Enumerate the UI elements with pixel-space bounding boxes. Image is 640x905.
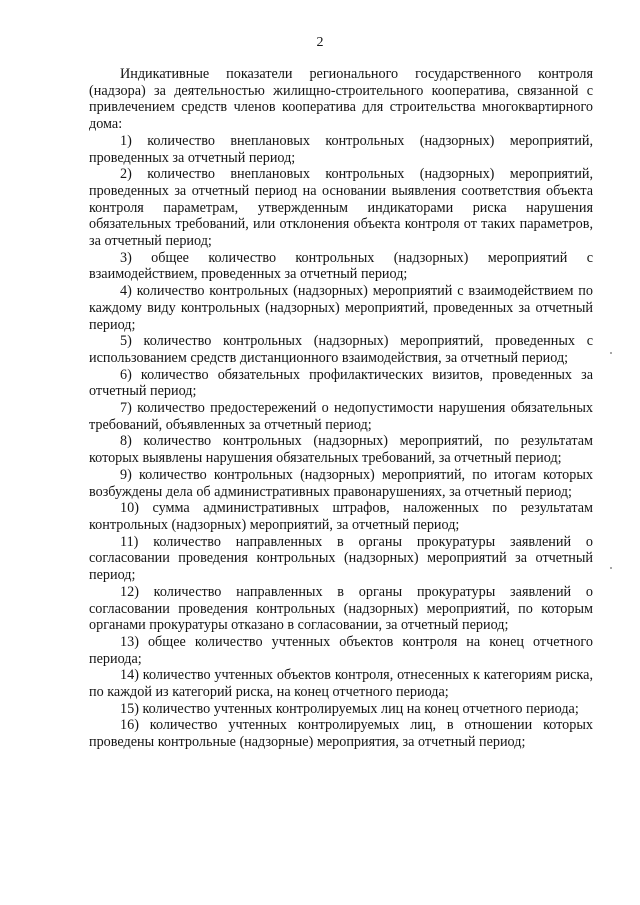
list-item: 9) количество контрольных (надзорных) мероприятий, по итогам которых возбуждены дела об административных правонарушениях, за отчетный период;: [89, 466, 593, 500]
list-item: 15) количество учтенных контролируемых лиц на конец отчетного периода;: [120, 700, 579, 717]
page-number: 2: [316, 35, 324, 50]
list-item: 5) количество контрольных (надзорных) мероприятий, проведенных с использованием средств дистанционного взаимодействия, за отчетный период;: [89, 333, 593, 366]
list-item: 7) количество предостережений о недопустимости нарушения обязательных требований, объявленных за отчетный период;: [89, 400, 593, 433]
list-item: 8) количество контрольных (надзорных) мероприятий, по результатам которых выявлены нарушения обязательных требований, за отчетный период;: [89, 433, 593, 467]
scan-speck: [610, 352, 612, 354]
list-item: 4) количество контрольных (надзорных) мероприятий с взаимодействием по каждому виду контрольных (надзорных) мероприятий, проведенных за отчетный период;: [89, 283, 593, 333]
list-item: 11) количество направленных в органы прокуратуры заявлений о согласовании проведения контрольных (надзорных) мероприятий за отчетный период;: [89, 533, 593, 584]
list-item: 3) общее количество контрольных (надзорных) мероприятий с взаимодействием, проведенных за отчетный период;: [89, 249, 593, 283]
list-item: 1) количество внеплановых контрольных (надзорных) мероприятий, проведенных за отчетный период;: [89, 132, 593, 166]
indicators-heading: Индикативные показатели регионального государственного контроля (надзора) за деятельностью жилищно-строительного кооператива, связанной с привлечением средств членов кооператива для строительства многоквартирного дома:: [89, 66, 593, 133]
list-item: 10) сумма административных штрафов, наложенных по результатам контрольных (надзорных) мероприятий, за отчетный период;: [89, 500, 593, 533]
list-item: 12) количество направленных в органы прокуратуры заявлений о согласовании проведения контрольных (надзорных) мероприятий, по которым органами прокуратуры отказано в согласовании, за отчетный период;: [89, 583, 593, 634]
list-item: 13) общее количество учтенных объектов контроля на конец отчетного периода;: [89, 633, 593, 667]
scan-speck: [610, 567, 612, 569]
list-item: 16) количество учтенных контролируемых лиц, в отношении которых проведены контрольные (надзорные) мероприятия, за отчетный период;: [89, 717, 593, 751]
document-body: [89, 66, 593, 751]
list-item: 14) количество учтенных объектов контроля, отнесенных к категориям риска, по каждой из категорий риска, на конец отчетного периода;: [89, 667, 593, 701]
list-item: 2) количество внеплановых контрольных (надзорных) мероприятий, проведенных за отчетный период на основании выявления соответствия объекта контроля параметрам, утвержденным индикаторами риска нарушения обязательных требований, или отклонения объекта контроля от таких параметров, за отчетный период;: [89, 166, 593, 250]
list-item: 6) количество обязательных профилактических визитов, проведенных за отчетный период;: [89, 366, 593, 400]
